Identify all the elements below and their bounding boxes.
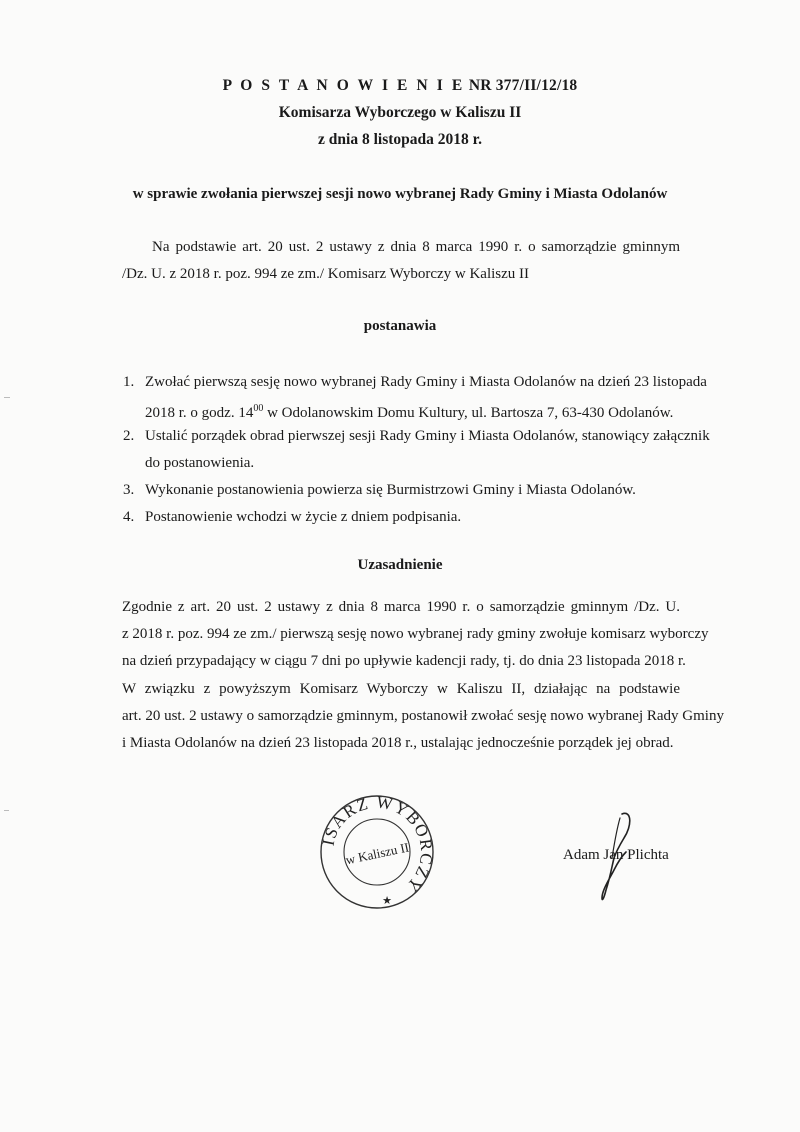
subject-line: w sprawie zwołania pierwszej sesji nowo wybranej Rady Gminy i Miasta Odolanów	[132, 186, 668, 202]
list-item	[123, 426, 710, 446]
list-text	[145, 399, 673, 423]
issuer-line: Komisarza Wyborczego w Kaliszu II	[278, 104, 522, 121]
title-word: P O S T A N O W I E N I E	[222, 77, 465, 94]
justification-line: na dzień przypadający w ciągu 7 dni po upływie kadencji rady, tj. do dnia 23 listopada 2018 r.	[122, 653, 686, 669]
signatory-name: Adam Jan Plichta	[563, 847, 669, 863]
list-text: Zwołać pierwszą sesję nowo wybranej Rady Gminy i Miasta Odolanów na dzień 23 listopada	[145, 374, 707, 390]
handwritten-signature	[590, 808, 640, 908]
title-number: NR 377/II/12/18	[468, 77, 578, 94]
list-number: 1.	[123, 374, 135, 390]
list-text: Postanowienie wchodzi w życie z dniem podpisania.	[145, 509, 462, 525]
preamble-line-2: /Dz. U. z 2018 r. poz. 994 ze zm./ Komisarz Wyborczy w Kaliszu II	[122, 266, 530, 282]
stamp-center-text: w Kaliszu II	[344, 839, 411, 868]
list-text: do postanowienia.	[145, 455, 255, 471]
venue-text: w Odolanowskim Domu Kultury, ul. Bartosza 7, 63-430 Odolanów.	[263, 405, 674, 421]
time-minutes: 00	[253, 403, 264, 414]
signature-icon	[590, 808, 640, 908]
list-item	[123, 480, 683, 500]
list-item	[123, 507, 683, 527]
scan-margin-mark	[4, 810, 9, 811]
list-number: 4.	[123, 509, 135, 525]
resolves-heading: postanawia	[363, 318, 437, 334]
list-text: Wykonanie postanowienia powierza się Burmistrzowi Gminy i Miasta Odolanów.	[145, 482, 636, 498]
stamp-ring-text: ISARZ WYBORCZY	[318, 792, 437, 897]
justification-line: i Miasta Odolanów na dzień 23 listopada 2018 r., ustalając jednocześnie porządek jej obrad.	[122, 735, 674, 751]
scan-margin-mark	[4, 397, 10, 398]
time-text: 2018 r. o godz. 14	[145, 405, 254, 421]
list-text: Ustalić porządek obrad pierwszej sesji Rady Gminy i Miasta Odolanów, stanowiący załącznik	[145, 428, 710, 444]
preamble-line-1: Na podstawie art. 20 ust. 2 ustawy z dnia 8 marca 1990 r. o samorządzie gminnym	[152, 239, 680, 255]
document-title	[0, 77, 800, 95]
official-stamp	[317, 792, 437, 912]
justification-line: art. 20 ust. 2 ustawy o samorządzie gminnym, postanowił zwołać sesję nowo wybranej Rady Gminy	[122, 708, 724, 724]
list-number: 2.	[123, 428, 135, 444]
date-line: z dnia 8 listopada 2018 r.	[318, 131, 482, 148]
justification-line: Zgodnie z art. 20 ust. 2 ustawy z dnia 8 marca 1990 r. o samorządzie gminnym /Dz. U.	[122, 599, 680, 615]
list-number: 3.	[123, 482, 135, 498]
list-item-continuation	[123, 399, 683, 419]
svg-text:KOMISARZ WYBORCZY	[317, 792, 436, 896]
justification-heading: Uzasadnienie	[357, 557, 443, 573]
justification-line: z 2018 r. poz. 994 ze zm./ pierwszą sesję nowo wybranej rady gminy zwołuje komisarz wyborczy	[122, 626, 709, 642]
stamp-icon	[317, 792, 437, 912]
stamp-star-icon: ★	[382, 895, 392, 907]
list-item-continuation	[123, 453, 683, 473]
justification-line: W związku z powyższym Komisarz Wyborczy w Kaliszu II, działając na podstawie	[122, 681, 680, 697]
